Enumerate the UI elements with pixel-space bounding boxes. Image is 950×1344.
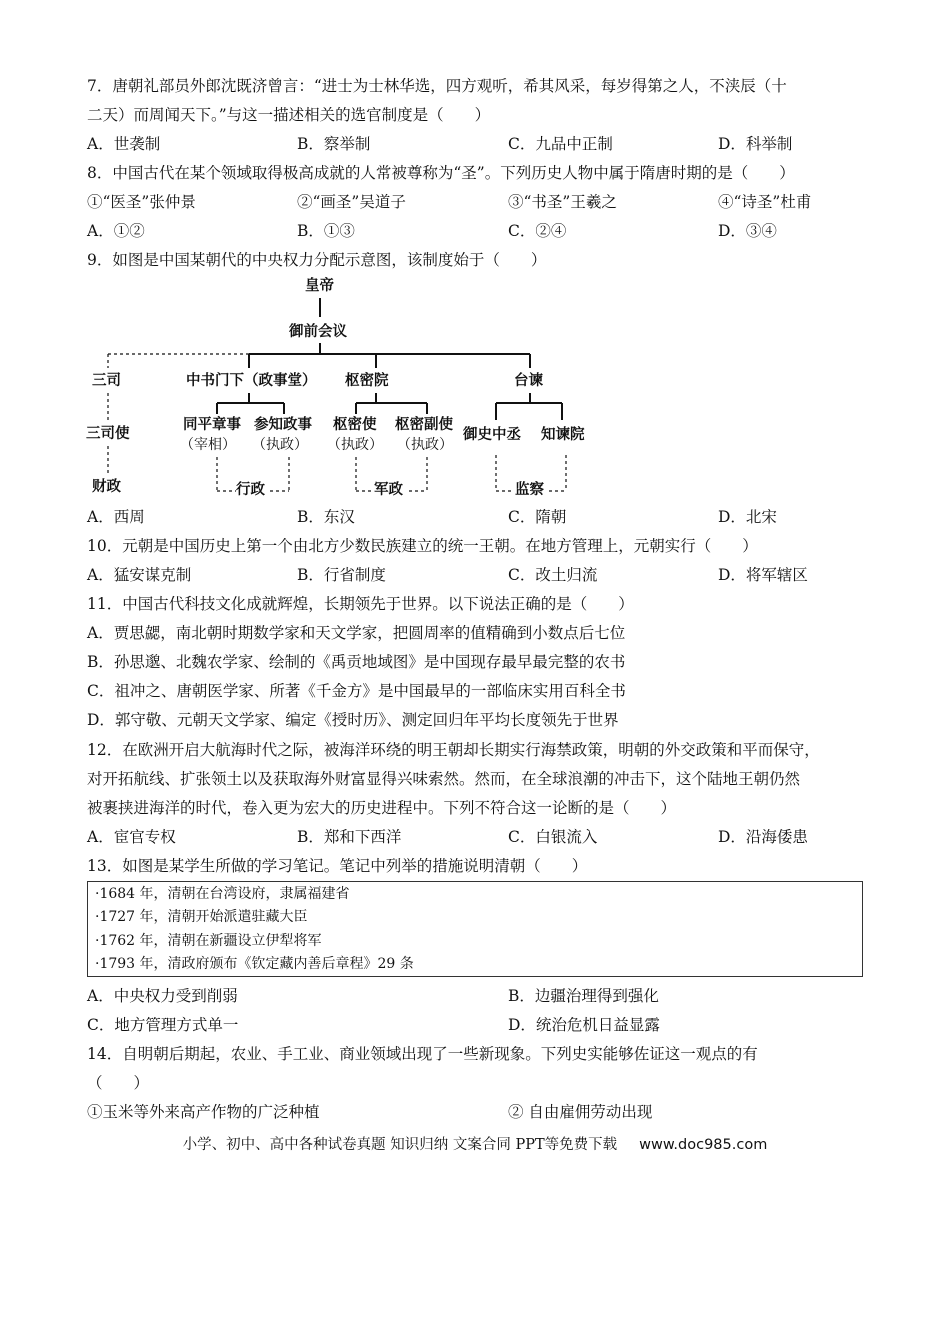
diagram-shumishi: 枢密使 <box>333 417 377 433</box>
study-note-4: ·1793 年，清政府颁布《钦定藏内善后章程》29 条 <box>95 956 414 972</box>
q12-stem-line2: 对开拓航线、扩张领土以及获取海外财富显得兴味索然。然而，在全球浪潮的冲击下，这个陆地王朝仍然 <box>87 770 801 788</box>
study-note-2: ·1727 年，清朝开始派遣驻藏大臣 <box>95 909 308 925</box>
q8-option-d: D．③④ <box>718 222 777 240</box>
diagram-finance: 财政 <box>92 479 121 495</box>
diagram-taijian: 台谏 <box>514 373 543 389</box>
q8-item-2: ②“画圣”吴道子 <box>297 193 406 211</box>
q7-stem-line2: 二天）而周闻天下。”与这一描述相关的选官制度是（ ） <box>87 106 491 124</box>
q10-option-d: D．将军辖区 <box>718 566 808 584</box>
q8-option-b: B．①③ <box>297 222 355 240</box>
diagram-canzhi: 参知政事 <box>254 417 312 433</box>
q7-option-c: C．九品中正制 <box>508 135 613 153</box>
diagram-emperor: 皇帝 <box>305 278 334 294</box>
page-footer <box>0 1135 950 1155</box>
q8-item-3: ③“书圣”王羲之 <box>508 193 617 211</box>
footer-text: 小学、初中、高中各种试卷真题 知识归纳 文案合同 PPT等免费下载 <box>182 1137 618 1153</box>
diagram-zhizheng-3: （执政） <box>397 437 453 453</box>
q13-option-a: A．中央权力受到削弱 <box>87 987 238 1005</box>
diagram-zhizheng-1: （执政） <box>252 437 308 453</box>
q12-option-c: C．白银流入 <box>508 828 598 846</box>
q10-option-a: A．猛安谋克制 <box>87 566 192 584</box>
q14-item-1: ①玉米等外来高产作物的广泛种植 <box>87 1103 320 1121</box>
q12-stem-line3: 被裹挟进海洋的时代，卷入更为宏大的历史进程中。下列不符合这一论断的是（ ） <box>87 799 677 817</box>
q9-stem: 9．如图是中国某朝代的中央权力分配示意图，该制度始于（ ） <box>87 251 547 269</box>
q14-stem-line2: （ ） <box>87 1074 150 1092</box>
q7-option-b: B．察举制 <box>297 135 371 153</box>
diagram-sansi-shi: 三司使 <box>86 426 130 442</box>
q7-stem-line1: 7．唐朝礼部员外郎沈既济曾言：“进士为士林华选，四方观听，希其风采，每岁得第之人，不浃辰（十 <box>87 77 787 95</box>
q11-option-a: A．贾思勰，南北朝时期数学家和天文学家，把圆周率的值精确到小数点后七位 <box>87 624 626 642</box>
q9-option-b: B．东汉 <box>297 508 355 526</box>
q9-option-a: A．西周 <box>87 508 145 526</box>
study-note-1: ·1684 年，清朝在台湾设府，隶属福建省 <box>95 886 350 902</box>
q12-option-d: D．沿海倭患 <box>718 828 808 846</box>
diagram-tongping: 同平章事 <box>183 417 241 433</box>
diagram-zhizheng-2: （执政） <box>327 437 383 453</box>
diagram-yushi: 御史中丞 <box>463 427 521 443</box>
q13-option-c: C．地方管理方式单一 <box>87 1016 239 1034</box>
q11-stem: 11．中国古代科技文化成就辉煌，长期领先于世界。以下说法正确的是（ ） <box>87 595 634 613</box>
q13-stem: 13．如图是某学生所做的学习笔记。笔记中列举的措施说明清朝（ ） <box>87 857 588 875</box>
diagram-chancellor: （宰相） <box>180 437 236 453</box>
diagram-shumifushi: 枢密副使 <box>395 417 453 433</box>
q14-stem-line1: 14．自明朝后期起，农业、手工业、商业领域出现了一些新现象。下列史实能够佐证这一观点的有 <box>87 1045 758 1063</box>
q11-option-d: D．郭守敬、元朝天文学家、编定《授时历》、测定回归年平均长度领先于世界 <box>87 711 619 729</box>
q8-item-4: ④“诗圣”杜甫 <box>718 193 812 211</box>
footer-url[interactable]: www.doc985.com <box>639 1137 768 1153</box>
diagram-supervision: 监察 <box>515 482 544 498</box>
diagram-zhijian: 知谏院 <box>541 427 585 443</box>
q7-option-d: D．科举制 <box>718 135 793 153</box>
q11-option-b: B．孙思邈、北魏农学家、绘制的《禹贡地域图》是中国现存最早最完整的农书 <box>87 653 626 671</box>
q13-option-d: D．统治危机日益显露 <box>508 1016 660 1034</box>
q14-item-2: ② 自由雇佣劳动出现 <box>508 1103 653 1121</box>
q9-option-c: C．隋朝 <box>508 508 567 526</box>
diagram-imperial-council: 御前会议 <box>289 324 347 340</box>
q8-option-c: C．②④ <box>508 222 567 240</box>
diagram-sansi: 三司 <box>92 373 121 389</box>
diagram-military: 军政 <box>374 482 403 498</box>
q7-option-a: A．世袭制 <box>87 135 161 153</box>
q12-stem-line1: 12．在欧洲开启大航海时代之际，被海洋环绕的明王朝却长期实行海禁政策，明朝的外交政策和平而保守， <box>87 741 820 759</box>
q12-option-b: B．郑和下西洋 <box>297 828 402 846</box>
q12-option-a: A．宦官专权 <box>87 828 176 846</box>
q8-option-a: A．①② <box>87 222 145 240</box>
q10-stem: 10．元朝是中国历史上第一个由北方少数民族建立的统一王朝。在地方管理上，元朝实行（ ） <box>87 537 758 555</box>
diagram-administration: 行政 <box>236 482 265 498</box>
q13-option-b: B．边疆治理得到强化 <box>508 987 659 1005</box>
q11-option-c: C．祖冲之、唐朝医学家、所著《千金方》是中国最早的一部临床实用百科全书 <box>87 682 626 700</box>
q9-option-d: D．北宋 <box>718 508 777 526</box>
q8-item-1: ①“医圣”张仲景 <box>87 193 196 211</box>
q8-stem: 8．中国古代在某个领域取得极高成就的人常被尊称为“圣”。下列历史人物中属于隋唐时期的是（ ） <box>87 164 795 182</box>
diagram-shumiyuan: 枢密院 <box>345 373 389 389</box>
study-note-3: ·1762 年，清朝在新疆设立伊犁将军 <box>95 933 322 949</box>
diagram-zhongshu-menxia: 中书门下（政事堂） <box>186 373 317 389</box>
q10-option-c: C．改土归流 <box>508 566 598 584</box>
q10-option-b: B．行省制度 <box>297 566 386 584</box>
